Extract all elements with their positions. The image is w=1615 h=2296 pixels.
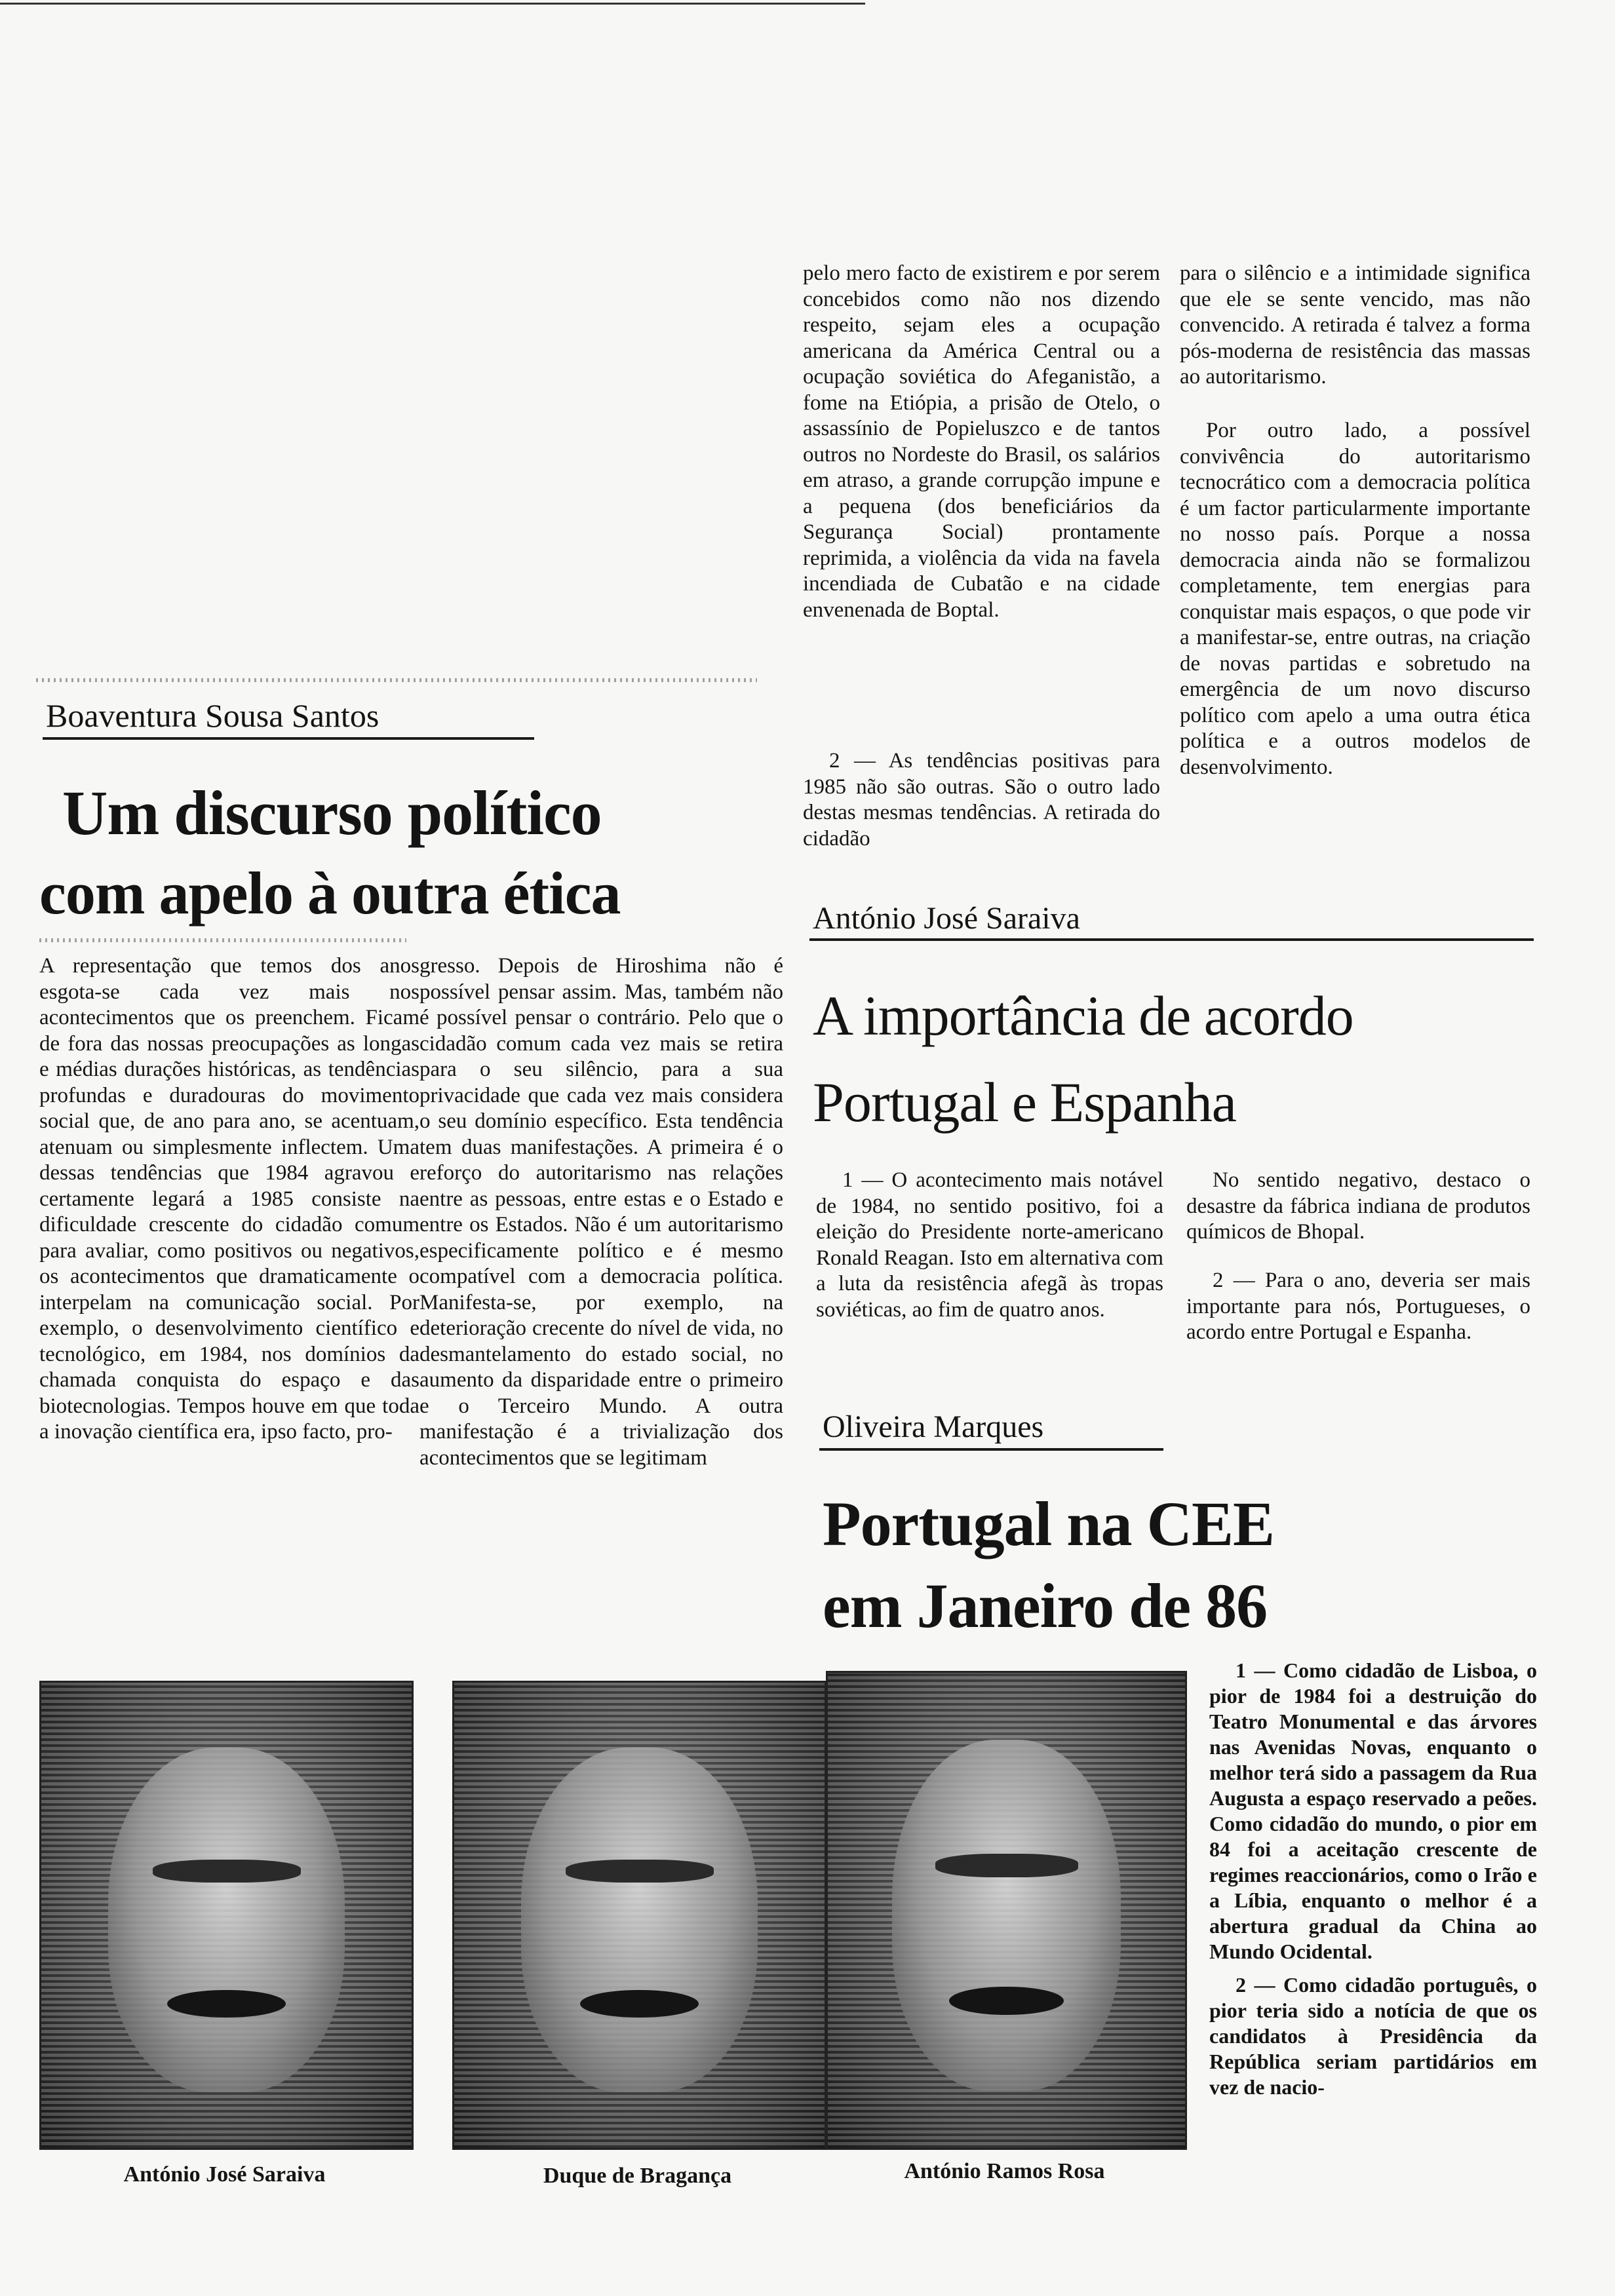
headline-article2-line2: Portugal e Espanha (813, 1071, 1236, 1134)
article1-column-4-p2: Por outro lado, a possível convivência do autoritarismo tecnocrático com a democracia política é um factor particularmente importante no nosso país. Porque a nossa democracia ainda não se formalizou completamente, tem energias para conquistar mais espaços, o que pode vir a manifestar-se, entre outras, na criação de novas partidas e sobretudo na emergência de um novo discurso político com apelo a uma outra ética política e a outros modelos de desenvolvimento. (1180, 419, 1530, 779)
headline-article3-line1: Portugal na CEE (823, 1489, 1275, 1559)
portrait-face-shape (892, 1740, 1121, 2092)
byline-oliveira-marques: Oliveira Marques (823, 1409, 1044, 1444)
photo-duque-de-braganca (452, 1681, 827, 2150)
article2-column-2-p2: 2 — Para o ano, deveria ser mais importante para nós, Portugueses, o acordo entre Portugal e Espanha. (1186, 1269, 1530, 1344)
headline-article2-line1: A importância de acordo (813, 984, 1353, 1047)
byline-boaventura: Boaventura Sousa Santos (46, 697, 379, 734)
portrait-face-shape (521, 1748, 758, 2092)
article1-column-3-p2: 2 — As tendências positivas para 1985 não são outras. São o outro lado destas mesmas tendências. A retirada do cidadão (803, 749, 1160, 851)
article2-column-2-p1: No sentido negativo, destaco o desastre da fábrica indiana de produtos químicos de Bhopal. (1186, 1168, 1530, 1244)
byline-rule-2 (809, 938, 1534, 941)
photo-antonio-ramos-rosa (826, 1671, 1187, 2150)
article3-paragraph-2: 2 — Como cidadão português, o pior teria sido a notícia de que os candidatos à Presidência da República seriam partidários em vez de nacio- (1209, 1973, 1537, 2099)
portrait-brow-shape (935, 1854, 1078, 1877)
scan-edge-line (0, 3, 865, 5)
headline-article1-line2: com apelo à outra ética (39, 860, 621, 927)
article1-column-4-top: para o silêncio e a intimidade significa que ele se sente vencido, mas não convencido. A retirada é talvez a forma pós-moderna de resistência das massas ao autoritarismo. (1180, 261, 1530, 389)
article2-column-1: 1 — O acontecimento mais notável de 1984, no sentido positivo, foi a eleição do Presidente norte-americano Ronald Reagan. Isto em alternativa com a luta da resistência afegã às tropas soviéticas, ao fim de quatro anos. (816, 1168, 1163, 1322)
article1-column-1: A representação que temos dos anos esgota-se cada vez mais nos acontecimentos que os preenchem. Ficam de fora das nossas preocupações as longas e médias durações históricas, as tendências profundas e duradouras do movimento social que, de ano para ano, se acentuam, atenuam ou simplesmente inflectem. Uma dessas tendências que 1984 agravou e certamente legará a 1985 consiste na dificuldade crescente do cidadão comum para avaliar, como positivos ou negativos, os acontecimentos que dramaticamente o interpelam na comunicação social. Por exemplo, o desenvolvimento científico e tecnológico, em 1984, nos domínios da chamada conquista do espaço e das biotecnologias. Tempos houve em que toda a inovação científica era, ipso facto, pro- (39, 954, 419, 1444)
headline-article3-line2: em Janeiro de 86 (823, 1571, 1268, 1641)
caption-photo-1: António José Saraiva (123, 2162, 326, 2187)
portrait-brow-shape (153, 1860, 301, 1883)
portrait-face-shape (108, 1748, 345, 2092)
top-rule-smudge (36, 678, 757, 682)
byline-saraiva: António José Saraiva (813, 901, 1080, 936)
portrait-mustache-shape (167, 1990, 286, 2018)
caption-photo-2: Duque de Bragança (543, 2164, 732, 2188)
article1-column-3-top: pelo mero facto de existirem e por serem concebidos como não nos dizendo respeito, sejam eles a ocupação americana da América Central ou a ocupação soviética do Afeganistão, a fome na Etiópia, a prisão de Otelo, o assassínio de Popieluszco e de tantos outros no Nordeste do Brasil, os salários em atraso, a grande corrupção impune e a pequena (dos beneficiários da Segurança Social) prontamente reprimida, a violência da vida na favela incendiada de Cubatão e na cidade envenenada de Boptal. (803, 261, 1160, 622)
byline-rule-1 (43, 737, 534, 740)
photo-antonio-jose-saraiva (39, 1681, 414, 2150)
headline-smudge (39, 938, 406, 942)
article3-paragraph-1: 1 — Como cidadão de Lisboa, o pior de 1984 foi a destruição do Teatro Monumental e das árvores nas Avenidas Novas, enquanto o melhor terá sido a passagem da Rua Augusta a espaço reservado a peões. Como cidadão do mundo, o pior em 84 foi a aceitação crescente de regimes reaccionários, como o Irão e a Líbia, enquanto o melhor é a abertura gradual da China ao Mundo Ocidental. (1209, 1658, 1537, 1963)
byline-rule-3 (819, 1448, 1163, 1451)
portrait-brow-shape (566, 1860, 714, 1883)
portrait-mustache-shape (580, 1990, 699, 2018)
headline-article1-line1: Um discurso político (62, 778, 602, 848)
caption-photo-3: António Ramos Rosa (904, 2159, 1105, 2183)
article1-column-2: gresso. Depois de Hiroshima não é possível pensar assim. Mas, também não é possível pensar o contrário. Pelo que o cidadão comum cada vez mais se retira para o seu silêncio, para a sua privacidade que cada vez mais considera o seu domínio específico. Esta tendência tem duas manifestações. A primeira é o reforço do autoritarismo nas relações entre as pessoas, entre estas e o Estado e entre os Estados. Não é um autoritarismo especificamente político e é mesmo compatível com a democracia política. Manifesta-se, por exemplo, na deterioração crecente do nível de vida, no desmantelamento do estado social, no aumento da disparidade entre o primeiro e o Terceiro Mundo. A outra manifestação é a trivialização dos acontecimentos que se legitimam (419, 954, 783, 1470)
portrait-mustache-shape (949, 1987, 1063, 2016)
